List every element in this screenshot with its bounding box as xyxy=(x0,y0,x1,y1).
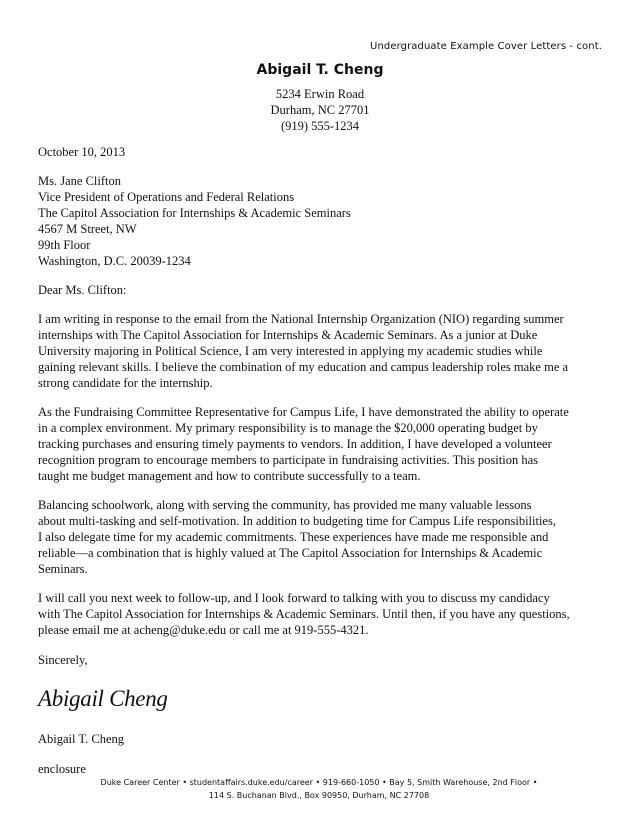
paragraph-line: about multi-tasking and self-motivation. In addition to budgeting time for Campus Life responsibilities, xyxy=(38,514,556,528)
paragraph-line: Seminars. xyxy=(38,562,88,576)
paragraph-line: University majoring in Political Science, I am very interested in applying my academic studies while xyxy=(38,344,543,358)
recipient-title: Vice President of Operations and Federal Relations xyxy=(38,190,295,204)
paragraph-line: I also delegate time for my academic commitments. These experiences have made me responsible and xyxy=(38,530,549,544)
paragraph-4 xyxy=(38,590,604,638)
handwritten-signature: Abigail Cheng xyxy=(38,686,168,711)
header-note: Undergraduate Example Cover Letters - cont. xyxy=(370,41,602,52)
recipient-city: Washington, D.C. 20039-1234 xyxy=(38,254,191,268)
paragraph-3 xyxy=(38,497,604,577)
recipient-organization: The Capitol Association for Internships & Academic Seminars xyxy=(38,206,351,220)
sender-address-line1: 5234 Erwin Road xyxy=(275,87,365,101)
letter-date: October 10, 2013 xyxy=(38,145,126,159)
sender-phone: (919) 555-1234 xyxy=(280,119,360,133)
footer xyxy=(0,776,638,802)
paragraph-line: recognition program to encourage members to participate in fundraising activities. This position has xyxy=(38,453,538,467)
footer-line2: 114 S. Buchanan Blvd., Box 90950, Durham, NC 27708 xyxy=(208,791,430,800)
sender-name: Abigail T. Cheng xyxy=(256,62,384,78)
paragraph-line: internships with The Capitol Association for Internships & Academic Seminars. As a junior at Duke xyxy=(38,328,538,342)
signer-name: Abigail T. Cheng xyxy=(38,732,124,746)
recipient-street: 4567 M Street, NW xyxy=(38,222,137,236)
enclosure-note: enclosure xyxy=(38,762,86,776)
paragraph-line: tracking purchases and ensuring timely payments to vendors. In addition, I have developed a volunteer xyxy=(38,437,552,451)
recipient-block xyxy=(38,173,604,269)
paragraph-line: Balancing schoolwork, along with serving the community, has provided me many valuable lessons xyxy=(38,498,532,512)
paragraph-1 xyxy=(38,311,604,391)
closing: Sincerely, xyxy=(38,653,88,667)
paragraph-line: with The Capitol Association for Internships & Academic Seminars. Until then, if you have any questions, xyxy=(38,607,570,621)
salutation: Dear Ms. Clifton: xyxy=(38,283,127,297)
paragraph-line: gaining relevant skills. I believe the combination of my education and campus leadership roles make me a xyxy=(38,360,569,374)
paragraph-line: strong candidate for the internship. xyxy=(38,376,213,390)
sender-address-line2: Durham, NC 27701 xyxy=(270,103,370,117)
paragraph-line: please email me at acheng@duke.edu or call me at 919-555-4321. xyxy=(38,623,369,637)
sender-block xyxy=(180,62,460,134)
paragraph-line: in a complex environment. My primary responsibility is to manage the $20,000 operating budget by xyxy=(38,421,538,435)
recipient-name: Ms. Jane Clifton xyxy=(38,174,121,188)
recipient-floor: 99th Floor xyxy=(38,238,91,252)
paragraph-line: As the Fundraising Committee Representative for Campus Life, I have demonstrated the ability to operate xyxy=(38,405,569,419)
letter-body xyxy=(38,144,604,777)
paragraph-line: I will call you next week to follow-up, and I look forward to talking with you to discuss my candidacy xyxy=(38,591,550,605)
footer-line1: Duke Career Center • studentaffairs.duke.edu/career • 919-660-1050 • Bay 5, Smith Warehouse, 2nd Floor • xyxy=(100,778,538,787)
paragraph-2 xyxy=(38,404,604,484)
paragraph-line: reliable—a combination that is highly valued at The Capitol Association for Internships & Academic xyxy=(38,546,543,560)
paragraph-line: I am writing in response to the email from the National Internship Organization (NIO) regarding summer xyxy=(38,312,564,326)
paragraph-line: taught me budget management and how to contribute successfully to a team. xyxy=(38,469,421,483)
